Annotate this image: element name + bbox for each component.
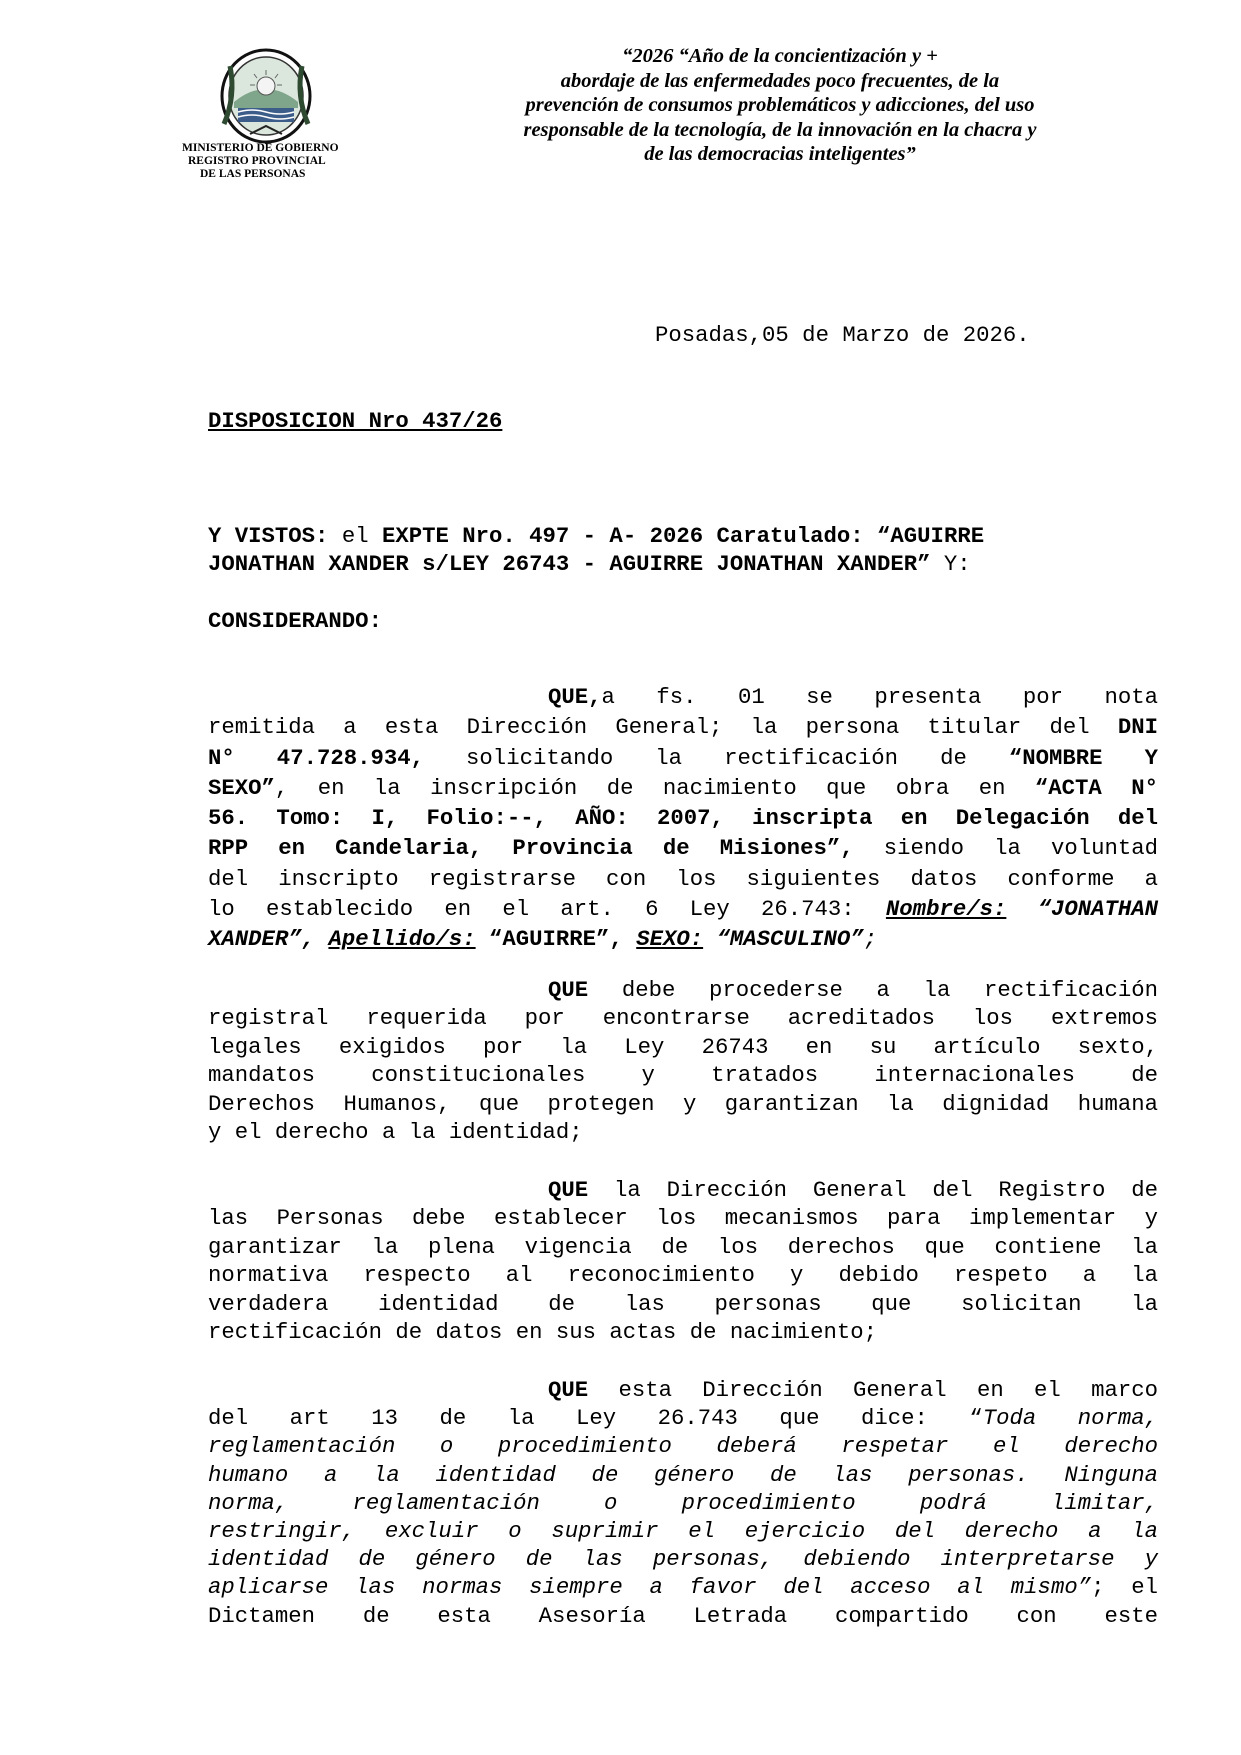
year-motto bbox=[420, 44, 1140, 167]
provincial-seal-icon bbox=[216, 46, 316, 144]
text-run: DNI bbox=[1117, 714, 1158, 741]
motto-line: de las democracias inteligentes” bbox=[644, 143, 916, 165]
text-run: XANDER”, bbox=[208, 926, 329, 953]
paragraph-1 bbox=[208, 682, 1158, 955]
text-line: Dictamen de esta Asesoría Letrada compartido con este bbox=[208, 1602, 1158, 1629]
text-line: restringir, excluir o suprimir el ejercicio del derecho a la bbox=[208, 1518, 1158, 1545]
text-line bbox=[208, 1176, 1158, 1204]
text-line: legales exigidos por la Ley 26743 en su artículo sexto, bbox=[208, 1033, 1158, 1060]
paragraph-4 bbox=[208, 1376, 1158, 1630]
text-line bbox=[208, 1573, 1158, 1601]
text-run: QUE bbox=[548, 1177, 589, 1203]
caption-line: MINISTERIO DE GOBIERNO bbox=[182, 142, 339, 154]
vistos-label: Y VISTOS: bbox=[208, 523, 329, 549]
text-run: “NOMBRE Y bbox=[1008, 744, 1158, 771]
text-run: Nombre/s: bbox=[885, 896, 1007, 923]
text-line: norma, reglamentación o procedimiento podrá limitar, bbox=[208, 1489, 1158, 1516]
text-line bbox=[208, 773, 1158, 803]
text-line bbox=[208, 522, 1158, 550]
disposition-title: DISPOSICION Nro 437/26 bbox=[208, 408, 503, 434]
text-line bbox=[208, 976, 1158, 1004]
considerando-heading: CONSIDERANDO: bbox=[208, 608, 382, 634]
text-line: Derechos Humanos, que protegen y garantizan la dignidad humana bbox=[208, 1090, 1158, 1117]
text-line: verdadera identidad de las personas que solicitan la bbox=[208, 1290, 1158, 1317]
motto-line: abordaje de las enfermedades poco frecuentes, de la bbox=[560, 69, 1000, 92]
text-line: identidad de género de las personas, debiendo interpretarse y bbox=[208, 1546, 1158, 1573]
text-line: normativa respecto al reconocimiento y debido respeto a la bbox=[208, 1262, 1158, 1289]
text-line: reglamentación o procedimiento deberá respetar el derecho bbox=[208, 1433, 1158, 1460]
text-line bbox=[208, 924, 1158, 954]
text-run: esta Dirección General en el marco bbox=[588, 1377, 1158, 1403]
caption-line: REGISTRO PROVINCIAL bbox=[188, 155, 326, 167]
paragraph-2 bbox=[208, 976, 1158, 1146]
text-line: registral requerida por encontrarse acreditados los extremos bbox=[208, 1005, 1158, 1032]
text-line bbox=[208, 833, 1158, 863]
text-line: y el derecho a la identidad; bbox=[208, 1119, 583, 1146]
text-run: SEXO” bbox=[208, 774, 275, 801]
text-run: a fs. 01 se presenta por nota bbox=[601, 684, 1158, 710]
text-line bbox=[208, 1404, 1158, 1432]
text-run: debe procederse a la rectificación bbox=[588, 977, 1158, 1003]
text-line: humano a la identidad de género de las personas. Ninguna bbox=[208, 1461, 1158, 1488]
text-line bbox=[208, 550, 1158, 578]
text-line: del inscripto registrarse con los siguientes datos conforme a bbox=[208, 865, 1158, 892]
text-run: QUE bbox=[548, 977, 589, 1003]
text-run: la Dirección General del Registro de bbox=[588, 1177, 1158, 1203]
motto-line: responsable de la tecnología, de la innovación en la chacra y bbox=[523, 118, 1037, 141]
text-run: QUE bbox=[548, 1377, 589, 1403]
text-run: Y: bbox=[930, 551, 971, 577]
text-run: remitida a esta Dirección General; la persona titular del bbox=[208, 714, 1118, 741]
text-run: del art 13 de la Ley 26.743 que dice: “ bbox=[208, 1405, 983, 1432]
motto-line: “2026 “Año de la concientización y + bbox=[622, 45, 938, 67]
text-run: ; el bbox=[1091, 1574, 1158, 1601]
text-run: QUE, bbox=[548, 684, 602, 710]
text-line: 56. Tomo: I, Folio:--, AÑO: 2007, inscripta en Delegación del bbox=[208, 805, 1158, 832]
text-run: Toda norma, bbox=[982, 1405, 1158, 1432]
text-run: “MASCULINO” bbox=[703, 926, 864, 953]
text-run: lo establecido en el art. 6 Ley 26.743: bbox=[208, 896, 886, 923]
text-run: solicitando la rectificación de bbox=[424, 744, 1009, 771]
text-line: las Personas debe establecer los mecanismos para implementar y bbox=[208, 1205, 1158, 1232]
text-line bbox=[208, 1376, 1158, 1404]
text-run: SEXO: bbox=[636, 926, 704, 953]
text-run: N° 47.728.934, bbox=[208, 744, 424, 771]
vistos-section bbox=[208, 522, 1158, 578]
text-run: siendo la voluntad bbox=[853, 835, 1158, 862]
text-run: “JONATHAN bbox=[1006, 896, 1158, 923]
text-line: mandatos constitucionales y tratados internacionales de bbox=[208, 1062, 1158, 1089]
text-line bbox=[208, 712, 1158, 742]
text-run: , en la inscripción de nacimiento que obra en bbox=[274, 774, 1035, 801]
document-date: Posadas,05 de Marzo de 2026. bbox=[655, 322, 1030, 348]
text-run: el bbox=[328, 523, 382, 549]
text-run: aplicarse las normas siempre a favor del acceso al mismo” bbox=[208, 1574, 1092, 1601]
text-run: JONATHAN XANDER s/LEY 26743 - AGUIRRE JONATHAN XANDER” bbox=[208, 551, 931, 577]
text-line: garantizar la plena vigencia de los derechos que contiene la bbox=[208, 1233, 1158, 1260]
text-run: “AGUIRRE”, bbox=[475, 926, 637, 953]
text-line bbox=[208, 743, 1158, 773]
motto-line: prevención de consumos problemáticos y adicciones, del uso bbox=[525, 94, 1035, 116]
text-line bbox=[208, 894, 1158, 924]
paragraph-3 bbox=[208, 1176, 1158, 1346]
text-run: RPP en Candelaria, Provincia de Misiones”, bbox=[208, 835, 854, 862]
text-run: “ACTA N° bbox=[1034, 774, 1159, 801]
text-line bbox=[208, 682, 1158, 712]
caption-line: DE LAS PERSONAS bbox=[200, 168, 306, 180]
text-run: ; bbox=[863, 926, 878, 953]
text-line: rectificación de datos en sus actas de nacimiento; bbox=[208, 1319, 878, 1346]
header-logo bbox=[178, 46, 358, 186]
ministry-caption bbox=[178, 142, 358, 181]
text-run: EXPTE Nro. 497 - A- 2026 Caratulado: “AGUIRRE bbox=[381, 523, 985, 549]
text-run: Apellido/s: bbox=[328, 926, 476, 953]
